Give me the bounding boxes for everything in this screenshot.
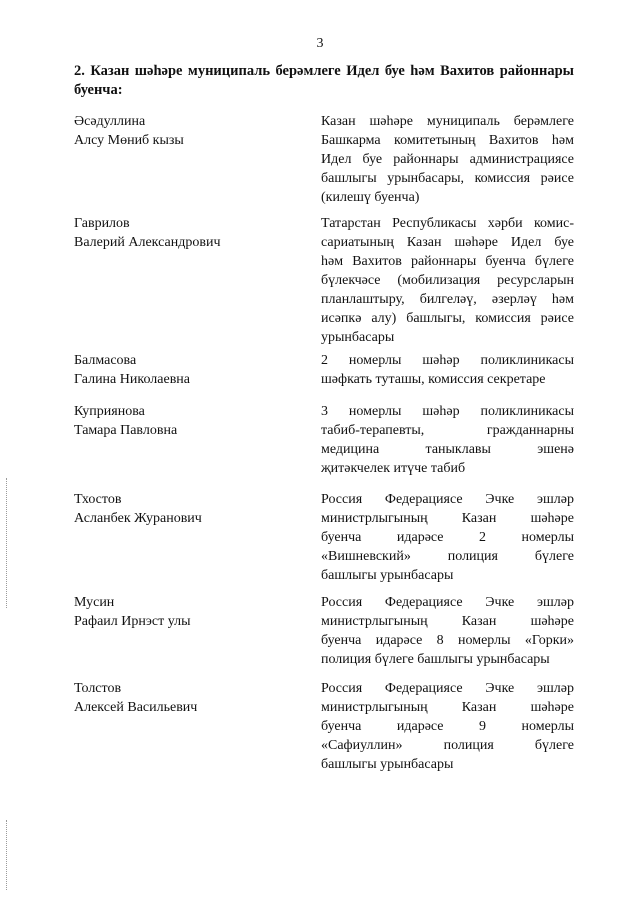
margin-dots-bottom xyxy=(6,820,9,890)
position-line: Башкарма комитетының Вахитов һәм xyxy=(321,133,574,148)
position-line: планлаштыру, билгеләү, әзерләү һәм xyxy=(321,292,574,307)
position-line: Россия Федерациясе Эчке эшләр xyxy=(321,492,574,507)
member-position xyxy=(321,593,574,669)
member-name: Толстов Алексей Васильевич xyxy=(74,681,198,715)
position-line: буенча идарәсе 9 номерлы xyxy=(321,719,574,734)
position-line: (килешү буенча) xyxy=(321,190,420,205)
position-line: шәфкать туташы, комиссия секретаре xyxy=(321,372,546,387)
position-line: медицина таныклавы эшенә xyxy=(321,442,574,457)
position-line: министрлыгының Казан шәһәре xyxy=(321,614,574,629)
position-line: буенча идарәсе 8 номерлы «Горки» xyxy=(321,633,574,648)
member-name: Гаврилов Валерий Александрович xyxy=(74,216,221,250)
position-line: исәпкә алу) башлыгы, комиссия рәисе xyxy=(321,311,574,326)
position-line: башлыгы урынбасары xyxy=(321,568,454,583)
position-line: Татарстан Республикасы хәрби комис- xyxy=(321,216,574,231)
position-line: һәм Вахитов районнары буенча бүлеге xyxy=(321,254,574,269)
position-line: Казан шәһәре муниципаль берәмлеге xyxy=(321,114,574,129)
position-line: табиб-терапевты, гражданнарны xyxy=(321,423,574,438)
section-heading: 2. Казан шәһәре муниципаль берәмлеге Идел буе һәм Вахитов районнары буенча: xyxy=(74,63,574,98)
position-line: «Сафиуллин» полиция бүлеге xyxy=(321,738,574,753)
position-line: 2 номерлы шәһәр поликлиникасы xyxy=(321,353,574,368)
position-line: бүлекчәсе (мобилизация ресурсларын xyxy=(321,273,574,288)
position-line: министрлыгының Казан шәһәре xyxy=(321,700,574,715)
position-line: Идел буе районнары администрациясе xyxy=(321,152,574,167)
position-line: башлыгы урынбасары xyxy=(321,757,454,772)
position-line: буенча идарәсе 2 номерлы xyxy=(321,530,574,545)
member-name: Балмасова Галина Николаевна xyxy=(74,353,191,387)
position-line: урынбасары xyxy=(321,330,395,345)
position-line: министрлыгының Казан шәһәре xyxy=(321,511,574,526)
position-line: җитәкчелек итүче табиб xyxy=(321,461,466,476)
member-position xyxy=(321,112,574,207)
position-line: «Вишневский» полиция бүлеге xyxy=(321,549,574,564)
member-name: Куприянова Тамара Павловна xyxy=(74,404,178,438)
member-name: Әсәдуллина Алсу Мөниб кызы xyxy=(74,114,184,148)
member-position xyxy=(321,214,574,347)
member-position xyxy=(321,679,574,774)
position-line: Россия Федерациясе Эчке эшләр xyxy=(321,681,574,696)
margin-dots-top xyxy=(6,478,9,608)
position-line: полиция бүлеге башлыгы урынбасары xyxy=(321,652,550,667)
member-position xyxy=(321,402,574,478)
page-number: 3 xyxy=(316,36,324,51)
position-line: сариатының Казан шәһәре Идел буе xyxy=(321,235,574,250)
position-line: Россия Федерациясе Эчке эшләр xyxy=(321,595,574,610)
member-name: Тхостов Асланбек Журанович xyxy=(74,492,202,526)
position-line: 3 номерлы шәһәр поликлиникасы xyxy=(321,404,574,419)
position-line: башлыгы урынбасары, комиссия рәисе xyxy=(321,171,574,186)
member-position xyxy=(321,351,574,389)
member-position xyxy=(321,490,574,585)
member-name: Мусин Рафаил Ирнэст улы xyxy=(74,595,191,629)
